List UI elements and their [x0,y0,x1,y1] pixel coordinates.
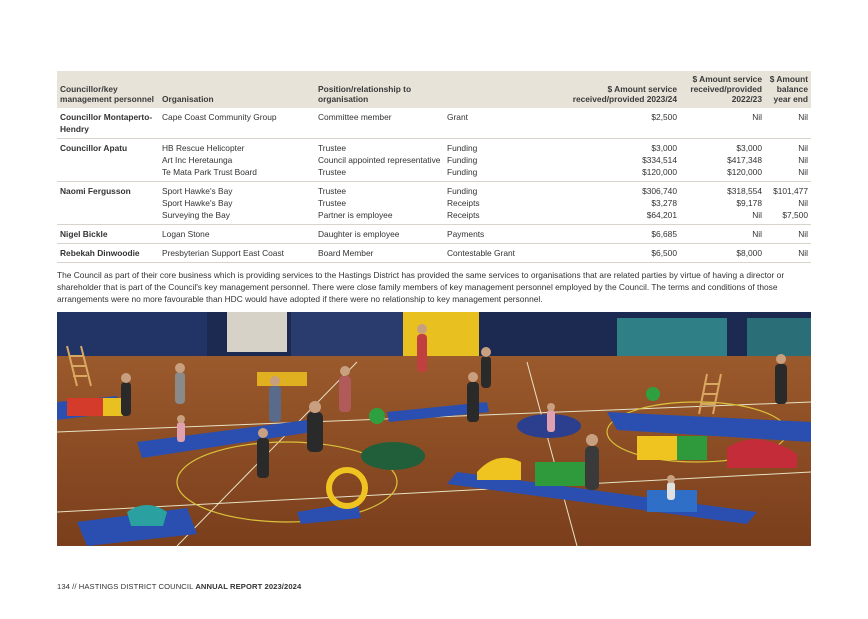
page-footer [57,582,301,591]
header-amount-2023-24: $ Amount service received/provided 2023/24 [548,71,680,108]
cell-line: $120,000 [642,167,677,177]
cell-amount-2223 [680,108,765,139]
cell-position [315,108,444,139]
cell-line: $120,000 [727,167,762,177]
gym-playground-photo [57,312,811,546]
cell-line: HB Rescue Helicopter [162,143,245,153]
header-name: Councillor/key management personnel [57,71,159,108]
cell-line: Cape Coast Community Group [162,112,277,122]
cell-name [57,225,159,244]
cell-line: $2,500 [651,112,677,122]
cell-organisation [159,139,315,182]
cell-line: Trustee [318,143,347,153]
cell-type [444,108,548,139]
cell-line: $9,178 [736,198,762,208]
gym-photo-illustration [57,312,811,546]
cell-line: $306,740 [642,186,677,196]
cell-line: $3,000 [651,143,677,153]
cell-line: Grant [447,112,468,122]
cell-line: Receipts [447,198,480,208]
cell-line: Trustee [318,198,347,208]
cell-line: Committee member [318,112,392,122]
cell-amount-2324 [548,139,680,182]
cell-name-text: Councillor Apatu [60,143,128,153]
cell-line: Te Mata Park Trust Board [162,167,257,177]
cell-balance [765,108,811,139]
cell-position [315,182,444,225]
cell-name [57,244,159,263]
cell-organisation [159,108,315,139]
cell-amount-2324 [548,182,680,225]
header-balance: $ Amount balance year end [765,71,811,108]
related-party-paragraph: The Council as part of their core business which is providing services to the Hastings District has provided the same services to organisations that are related parties by virtue of having a director or shareholder that is part of the Council's key management personnel. There were close family members of key management personnel employed by the Council. The terms and conditions of those arrangements were no more favourable than HDC would have adopted if there were no relationship to key management personnel. [57,270,785,304]
cell-line: Funding [447,167,478,177]
cell-balance [765,139,811,182]
cell-name [57,108,159,139]
cell-balance [765,182,811,225]
cell-line: Logan Stone [162,229,210,239]
cell-amount-2223 [680,182,765,225]
cell-line: $8,000 [736,248,762,258]
cell-line: Nil [798,143,808,153]
related-party-table [57,71,811,263]
cell-line: Funding [447,186,478,196]
footer-report-title: ANNUAL REPORT 2023/2024 [195,582,302,591]
cell-line: Surveying the Bay [162,210,230,220]
cell-amount-2223 [680,139,765,182]
cell-line: $334,514 [642,155,677,165]
cell-line: Council appointed representative [318,155,441,165]
table-row [57,108,811,139]
cell-line: $64,201 [646,210,677,220]
cell-type [444,244,548,263]
cell-organisation [159,225,315,244]
cell-type [444,225,548,244]
cell-organisation [159,182,315,225]
cell-position [315,225,444,244]
cell-amount-2324 [548,244,680,263]
cell-line: Daughter is employee [318,229,400,239]
cell-type [444,182,548,225]
cell-line: Contestable Grant [447,248,515,258]
cell-line: Nil [752,229,762,239]
cell-line: Art Inc Heretaunga [162,155,233,165]
header-position: Position/relationship to organisation [315,71,444,108]
table-header-row [57,71,811,108]
cell-line: Board Member [318,248,374,258]
header-amount-2022-23: $ Amount service received/provided 2022/23 [680,71,765,108]
cell-line: Presbyterian Support East Coast [162,248,284,258]
cell-line: Sport Hawke's Bay [162,198,233,208]
cell-type [444,139,548,182]
cell-line: Partner is employee [318,210,393,220]
cell-line: $318,554 [727,186,762,196]
cell-line: Receipts [447,210,480,220]
cell-name-text: Rebekah Dinwoodie [60,248,140,258]
cell-name-text: Naomi Fergusson [60,186,131,196]
cell-amount-2324 [548,225,680,244]
header-organisation: Organisation [159,71,315,108]
cell-amount-2223 [680,225,765,244]
cell-balance [765,244,811,263]
table-row [57,244,811,263]
cell-line: Nil [752,112,762,122]
cell-line: $101,477 [773,186,808,196]
cell-organisation [159,244,315,263]
cell-line: $3,000 [736,143,762,153]
cell-line: $6,500 [651,248,677,258]
cell-position [315,139,444,182]
cell-line: Nil [798,229,808,239]
cell-name [57,139,159,182]
cell-name-text: Councillor Montaperto-Hendry [60,112,153,134]
cell-line: Nil [798,248,808,258]
cell-line: Funding [447,143,478,153]
table-header [57,71,811,108]
cell-amount-2324 [548,108,680,139]
cell-line: Nil [798,167,808,177]
cell-line: Nil [798,155,808,165]
cell-line: $417,348 [727,155,762,165]
cell-position [315,244,444,263]
cell-line: Trustee [318,186,347,196]
table-row [57,225,811,244]
footer-page-text: 134 // HASTINGS DISTRICT COUNCIL [57,582,196,591]
cell-line: Payments [447,229,485,239]
cell-line: Sport Hawke's Bay [162,186,233,196]
cell-line: Nil [798,112,808,122]
table-row [57,182,811,225]
cell-line: $6,685 [651,229,677,239]
cell-name [57,182,159,225]
cell-line: $3,278 [651,198,677,208]
cell-line: Funding [447,155,478,165]
table-row [57,139,811,182]
cell-amount-2223 [680,244,765,263]
cell-balance [765,225,811,244]
cell-line: Trustee [318,167,347,177]
cell-name-text: Nigel Bickle [60,229,108,239]
cell-line: Nil [798,198,808,208]
cell-line: $7,500 [782,210,808,220]
cell-line: Nil [752,210,762,220]
table-body [57,108,811,263]
header-type [444,71,548,108]
